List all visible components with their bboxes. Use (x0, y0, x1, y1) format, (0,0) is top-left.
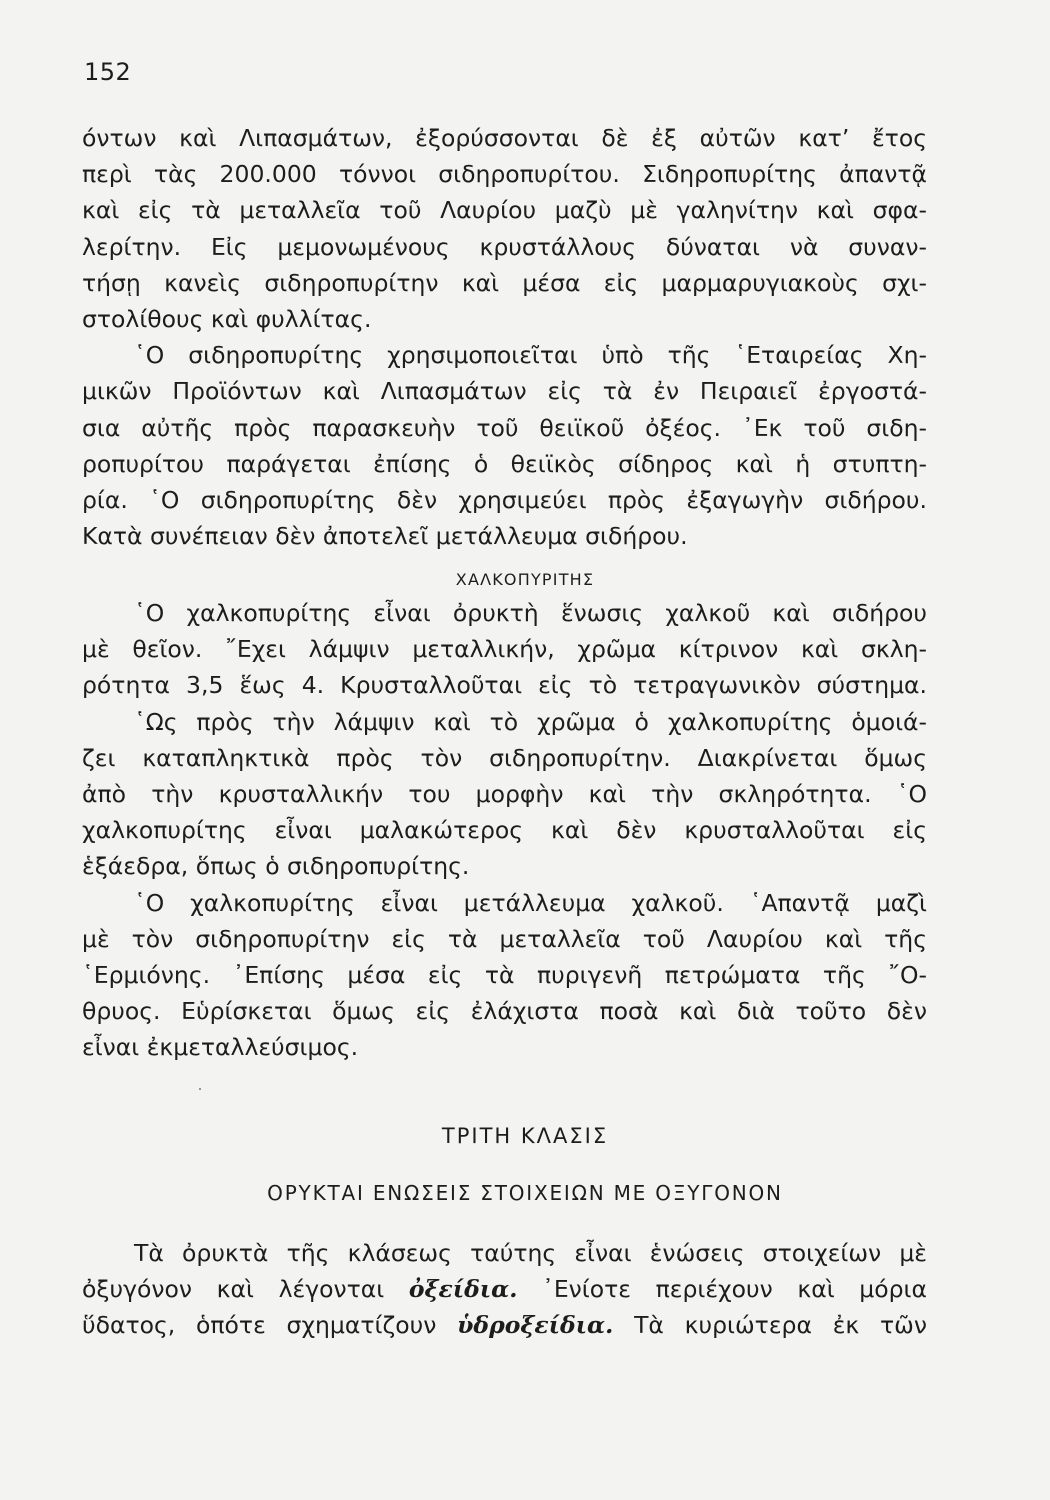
text-line: μικῶν Προϊόντων καὶ Λιπασμάτων εἰς τὰ ἐν Πειραιεῖ ἐργοστά- (82, 377, 927, 406)
text-line: ἑξάεδρα, ὅπως ὁ σιδηροπυρίτης. (82, 852, 470, 881)
text-fragment: Τὰ κυριώτερα ἐκ τῶν (613, 1311, 927, 1340)
text-line: ῾Ερμιόνης. ᾿Επίσης μέσα εἰς τὰ πυριγενῆ πετρώματα τῆς ῎Ο- (82, 960, 927, 989)
text-line: στολίθους καὶ φυλλίτας. (82, 304, 372, 333)
text-line: θρυος. Εὑρίσκεται ὅμως εἰς ἐλάχιστα ποσὰ καὶ διὰ τοῦτο δὲν (82, 997, 927, 1026)
term-oxides: ὀξείδια. (408, 1275, 518, 1304)
text-line: εἶναι ἐκμεταλλεύσιμος. (82, 1033, 359, 1062)
text-line: τήσῃ κανεὶς σιδηροπυρίτην καὶ μέσα εἰς μαρμαρυγιακοὺς σχι- (82, 268, 927, 297)
text-line: ἀπὸ τὴν κρυσταλλικήν του μορφὴν καὶ τὴν σκληρότητα. ῾Ο (82, 779, 927, 808)
paragraph-block-pyrite (82, 120, 927, 554)
text-line: χαλκοπυρίτης εἶναι μαλακώτερος καὶ δὲν κρυσταλλοῦται εἰς (82, 816, 927, 845)
print-speck (199, 1088, 201, 1090)
text-line: ῾Ως πρὸς τὴν λάμψιν καὶ τὸ χρῶμα ὁ χαλκοπυρίτης ὁμοιά- (134, 707, 927, 736)
text-line: όντων καὶ Λιπασμάτων, ἐξορύσσονται δὲ ἐξ αὐτῶν κατ’ ἔτος (82, 124, 927, 152)
text-line: ρότητα 3,5 ἕως 4. Κρυσταλλοῦται εἰς τὸ τετραγωνικὸν σύστημα. (82, 671, 927, 700)
text-line: μὲ θεῖον. ῎Εχει λάμψιν μεταλλικήν, χρῶμα κίτρινον καὶ σκλη- (82, 635, 927, 664)
text-fragment: ὀξυγόνον καὶ λέγονται (82, 1275, 409, 1304)
class-title: ΤΡΙΤΗ ΚΛΑΣΙΣ (441, 1124, 609, 1148)
text-line (82, 1307, 927, 1343)
text-line: ζει καταπληκτικὰ πρὸς τὸν σιδηροπυρίτην. Διακρίνεται ὅμως (82, 743, 927, 772)
text-line: ῾Ο χαλκοπυρίτης εἶναι ὀρυκτὴ ἕνωσις χαλκοῦ καὶ σιδήρου (134, 599, 927, 627)
page-number: 152 (84, 58, 132, 86)
text-line: ρία. ῾Ο σιδηροπυρίτης δὲν χρησιμεύει πρὸς ἐξαγωγὴν σιδήρου. (82, 485, 927, 514)
text-line: ῾Ο σιδηροπυρίτης χρησιμοποιεῖται ὑπὸ τῆς ῾Εταιρείας Χη- (134, 341, 927, 370)
text-line: Τὰ ὀρυκτὰ τῆς κλάσεως ταύτης εἶναι ἑνώσεις στοιχείων μὲ (134, 1239, 927, 1267)
term-hydroxides: ὑδροξείδια. (457, 1311, 614, 1340)
paragraph-block-chalkopyrite (82, 595, 927, 1065)
text-line: ροπυρίτου παράγεται ἐπίσης ὁ θειϊκὸς σίδηρος καὶ ἡ στυπτη- (82, 449, 927, 478)
text-line: λερίτην. Εἰς μεμονωμένους κρυστάλλους δύναται νὰ συναν- (82, 232, 927, 261)
class-subtitle: ΟΡΥΚΤΑΙ ΕΝΩΣΕΙΣ ΣΤΟΙΧΕΙΩΝ ΜΕ ΟΞΥΓΟΝΟΝ (267, 1181, 783, 1205)
text-line: σια αὐτῆς πρὸς παρασκευὴν τοῦ θειϊκοῦ ὀξέος. ᾿Εκ τοῦ σιδη- (82, 413, 927, 442)
text-line: περὶ τὰς 200.000 τόννοι σιδηροπυρίτου. Σιδηροπυρίτης ἀπαντᾷ (82, 160, 927, 189)
text-line (82, 1271, 927, 1307)
text-line: καὶ εἰς τὰ μεταλλεῖα τοῦ Λαυρίου μαζὺ μὲ γαληνίτην καὶ σφα- (82, 196, 927, 225)
text-line: ῾Ο χαλκοπυρίτης εἶναι μετάλλευμα χαλκοῦ. ῾Απαντᾷ μαζὶ (134, 888, 927, 917)
text-line: μὲ τὸν σιδηροπυρίτην εἰς τὰ μεταλλεῖα τοῦ Λαυρίου καὶ τῆς (82, 924, 927, 953)
text-line: Κατὰ συνέπειαν δὲν ἀποτελεῖ μετάλλευμα σιδήρου. (82, 522, 688, 551)
paragraph-block-oxides (82, 1235, 927, 1344)
text-fragment: ὕδατος, ὁπότε σχηματίζουν (82, 1311, 458, 1340)
section-heading-chalkopyrite: ΧΑΛΚΟΠΥΡΙΤΗΣ (455, 570, 595, 589)
text-fragment: ᾿Ενίοτε περιέχουν καὶ μόρια (517, 1275, 928, 1304)
